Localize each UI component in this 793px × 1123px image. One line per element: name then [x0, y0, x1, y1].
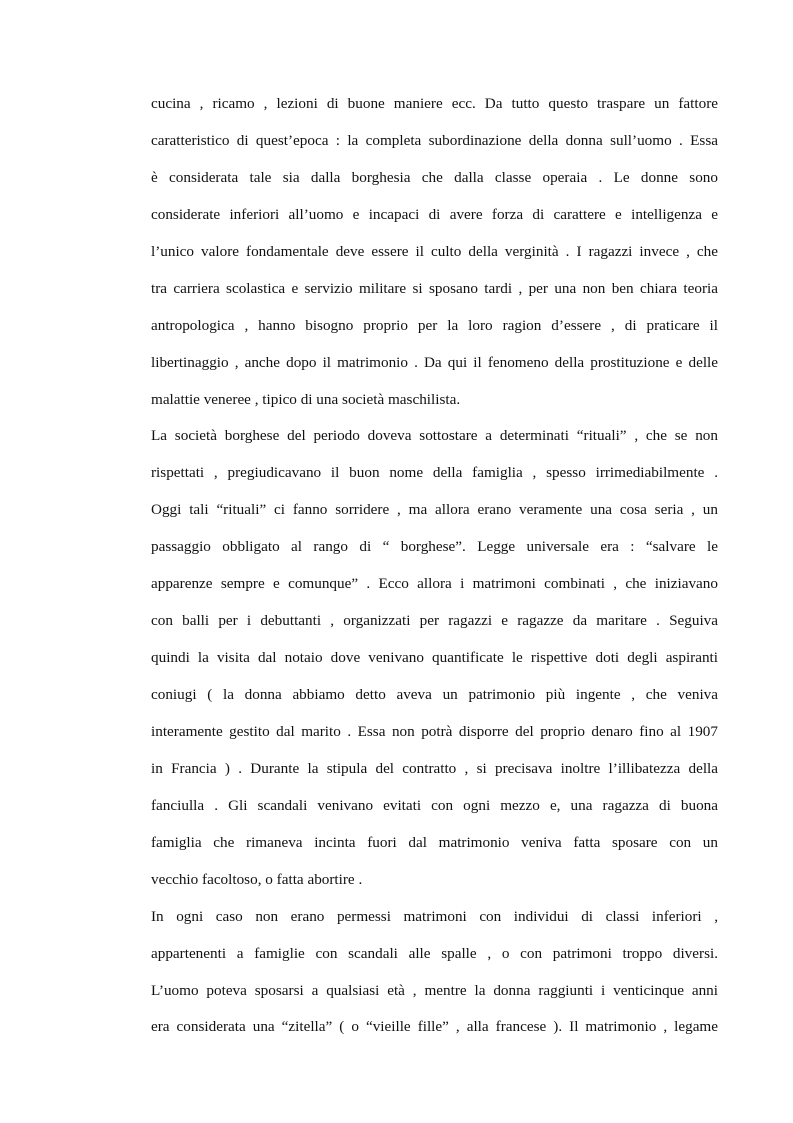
text-line: era considerata una “zitella” ( o “vieille fille” , alla francese ). Il matrimonio , legame [151, 1018, 718, 1036]
text-line: In ogni caso non erano permessi matrimoni con individui di classi inferiori , [151, 907, 718, 925]
text-line: antropologica , hanno bisogno proprio per la loro ragion d’essere , di praticare il [151, 316, 718, 334]
text-line: Oggi tali “rituali” ci fanno sorridere , ma allora erano veramente una cosa seria , un [151, 501, 718, 519]
body-text [151, 86, 718, 1046]
text-line: considerate inferiori all’uomo e incapaci di avere forza di carattere e intelligenza e [151, 205, 718, 223]
text-line: coniugi ( la donna abbiamo detto aveva un patrimonio più ingente , che veniva [151, 686, 718, 703]
text-line: l’unico valore fondamentale deve essere il culto della verginità . I ragazzi invece , che [151, 242, 718, 260]
text-line: interamente gestito dal marito . Essa non potrà disporre del proprio denaro fino al 1907 [151, 722, 718, 740]
text-line: rispettati , pregiudicavano il buon nome della famiglia , spesso irrimediabilmente . [151, 464, 718, 482]
text-line: L’uomo poteva sposarsi a qualsiasi età , mentre la donna raggiunti i venticinque anni [151, 981, 718, 999]
text-line: quindi la visita dal notaio dove venivano quantificate le rispettive doti degli aspiranti [151, 649, 718, 667]
text-line: è considerata tale sia dalla borghesia che dalla classe operaia . Le donne sono [151, 168, 718, 186]
text-line: cucina , ricamo , lezioni di buone maniere ecc. Da tutto questo traspare un fattore [151, 95, 718, 112]
text-line: apparenze sempre e comunque” . Ecco allora i matrimoni combinati , che iniziavano [151, 575, 718, 593]
text-line: famiglia che rimaneva incinta fuori dal matrimonio veniva fatta sposare con un [151, 833, 718, 851]
text-line: La società borghese del periodo doveva sottostare a determinati “rituali” , che se non [151, 427, 718, 445]
text-line: caratteristico di quest’epoca : la completa subordinazione della donna sull’uomo . Essa [151, 131, 718, 149]
text-line: appartenenti a famiglie con scandali alle spalle , o con patrimoni troppo diversi. [151, 944, 718, 962]
text-line: vecchio facoltoso, o fatta abortire . [151, 870, 363, 888]
text-line: libertinaggio , anche dopo il matrimonio . Da qui il fenomeno della prostituzione e delle [151, 353, 718, 371]
text-line: passaggio obbligato al rango di “ borghese”. Legge universale era : “salvare le [151, 538, 718, 556]
text-line: fanciulla . Gli scandali venivano evitati con ogni mezzo e, una ragazza di buona [151, 796, 718, 814]
text-line: in Francia ) . Durante la stipula del contratto , si precisava inoltre l’illibatezza della [151, 759, 718, 777]
text-line: malattie veneree , tipico di una società maschilista. [151, 390, 461, 408]
text-line: tra carriera scolastica e servizio militare si sposano tardi , per una non ben chiara teoria [151, 279, 718, 297]
text-line: con balli per i debuttanti , organizzati per ragazzi e ragazze da maritare . Seguiva [151, 612, 718, 630]
